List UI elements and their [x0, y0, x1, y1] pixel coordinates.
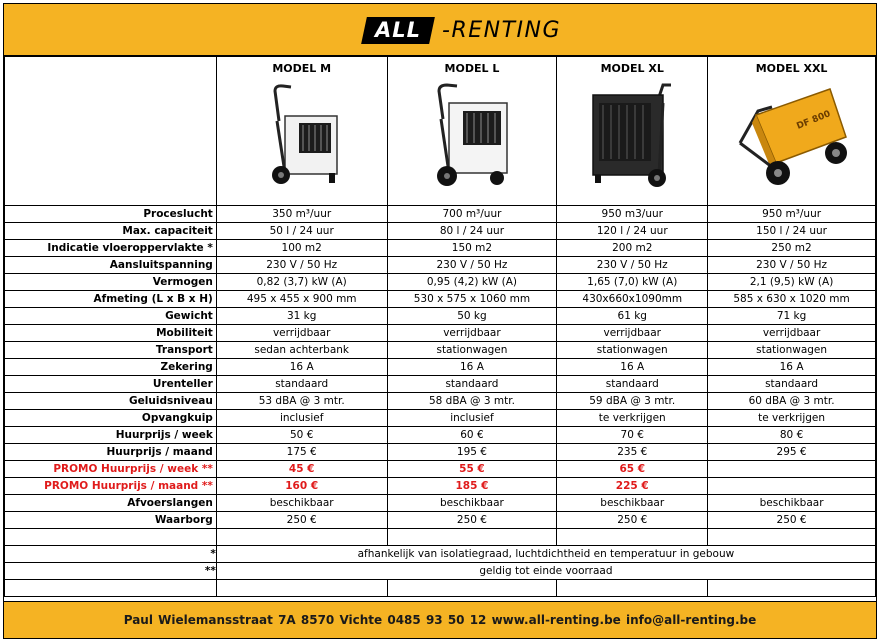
spec-label: Max. capaciteit — [5, 223, 217, 240]
spec-value: 250 € — [387, 512, 557, 529]
spec-row — [5, 274, 876, 291]
price-sheet — [3, 3, 877, 639]
empty-cell — [557, 580, 708, 597]
spec-value: 495 x 455 x 900 mm — [216, 291, 387, 308]
dehumidifier-model-m-image — [247, 81, 357, 191]
spec-value: 150 l / 24 uur — [708, 223, 876, 240]
spec-value: 65 € — [557, 461, 708, 478]
spec-row — [5, 342, 876, 359]
dehumidifier-model-l-image — [417, 81, 527, 191]
spec-value: 200 m2 — [557, 240, 708, 257]
spec-row — [5, 240, 876, 257]
spec-value: inclusief — [216, 410, 387, 427]
spec-value: 700 m³/uur — [387, 206, 557, 223]
spec-value: te verkrijgen — [708, 410, 876, 427]
spec-value: verrijdbaar — [557, 325, 708, 342]
footnote-text: geldig tot einde voorraad — [216, 563, 875, 580]
spec-value: 230 V / 50 Hz — [708, 257, 876, 274]
spec-row — [5, 444, 876, 461]
spec-value: 1,65 (7,0) kW (A) — [557, 274, 708, 291]
logo-box — [361, 17, 435, 44]
spec-row — [5, 512, 876, 529]
spec-value: beschikbaar — [216, 495, 387, 512]
spec-row — [5, 495, 876, 512]
spec-label: Mobiliteit — [5, 325, 217, 342]
spec-value: 250 m2 — [708, 240, 876, 257]
spec-row — [5, 223, 876, 240]
spec-value: 60 dBA @ 3 mtr. — [708, 393, 876, 410]
empty-cell — [557, 529, 708, 546]
spec-value: 55 € — [387, 461, 557, 478]
spec-value: verrijdbaar — [708, 325, 876, 342]
spec-value: 16 A — [708, 359, 876, 376]
spec-value: 250 € — [708, 512, 876, 529]
spec-value: 120 l / 24 uur — [557, 223, 708, 240]
spec-table — [4, 56, 876, 597]
spec-value: 80 l / 24 uur — [387, 223, 557, 240]
spec-label: Vermogen — [5, 274, 217, 291]
spec-row — [5, 291, 876, 308]
spec-value: 70 € — [557, 427, 708, 444]
spec-value: 53 dBA @ 3 mtr. — [216, 393, 387, 410]
spec-value: 235 € — [557, 444, 708, 461]
spec-value: 31 kg — [216, 308, 387, 325]
spec-value: 250 € — [216, 512, 387, 529]
spec-value: standaard — [387, 376, 557, 393]
spec-row — [5, 359, 876, 376]
spec-label: PROMO Huurprijs / week ** — [5, 461, 217, 478]
brand-logo — [364, 17, 561, 44]
spec-label: Afmeting (L x B x H) — [5, 291, 217, 308]
footnote-text: afhankelijk van isolatiegraad, luchtdichtheid en temperatuur in gebouw — [216, 546, 875, 563]
header-bar — [4, 4, 876, 56]
spec-value — [708, 478, 876, 495]
spec-row — [5, 206, 876, 223]
spec-value: beschikbaar — [557, 495, 708, 512]
spec-value: 60 € — [387, 427, 557, 444]
spec-label: Huurprijs / week — [5, 427, 217, 444]
footnote-row — [5, 546, 876, 563]
model-title: MODEL L — [444, 62, 500, 75]
spec-label: Gewicht — [5, 308, 217, 325]
spec-value: 0,82 (3,7) kW (A) — [216, 274, 387, 291]
spec-row — [5, 308, 876, 325]
spacer-row — [5, 529, 876, 546]
spec-label: Opvangkuip — [5, 410, 217, 427]
spec-value: 50 € — [216, 427, 387, 444]
spec-value: 230 V / 50 Hz — [216, 257, 387, 274]
spec-row — [5, 257, 876, 274]
spec-value: standaard — [216, 376, 387, 393]
footer-contact: Paul Wielemansstraat 7A 8570 Vichte 0485 93 50 12 www.all-renting.be info@all-renting.be — [123, 613, 757, 627]
spec-value: 50 l / 24 uur — [216, 223, 387, 240]
spec-value: 16 A — [216, 359, 387, 376]
spec-value: 16 A — [387, 359, 557, 376]
spec-label: Indicatie vloeroppervlakte * — [5, 240, 217, 257]
spec-value: 2,1 (9,5) kW (A) — [708, 274, 876, 291]
spec-value: 250 € — [557, 512, 708, 529]
spec-value: 430x660x1090mm — [557, 291, 708, 308]
model-header-row — [5, 57, 876, 206]
empty-cell — [216, 580, 387, 597]
empty-cell — [387, 580, 557, 597]
spec-label: Aansluitspanning — [5, 257, 217, 274]
spec-value: 230 V / 50 Hz — [557, 257, 708, 274]
spec-value: standaard — [557, 376, 708, 393]
spec-label: Transport — [5, 342, 217, 359]
spec-row — [5, 461, 876, 478]
dehumidifier-model-xxl-image — [732, 81, 852, 191]
footnote-row — [5, 563, 876, 580]
spec-value: 295 € — [708, 444, 876, 461]
spec-value: verrijdbaar — [216, 325, 387, 342]
spec-label: Proceslucht — [5, 206, 217, 223]
spec-value: verrijdbaar — [387, 325, 557, 342]
spec-row — [5, 393, 876, 410]
spec-value: 530 x 575 x 1060 mm — [387, 291, 557, 308]
empty-cell — [387, 529, 557, 546]
spec-value: 230 V / 50 Hz — [387, 257, 557, 274]
spec-value: 16 A — [557, 359, 708, 376]
spec-value: 350 m³/uur — [216, 206, 387, 223]
spec-label: Urenteller — [5, 376, 217, 393]
model-cell-m — [216, 57, 387, 206]
spec-value: inclusief — [387, 410, 557, 427]
spec-value: 950 m3/uur — [557, 206, 708, 223]
spec-value — [708, 461, 876, 478]
spec-value: 59 dBA @ 3 mtr. — [557, 393, 708, 410]
spec-value: 61 kg — [557, 308, 708, 325]
spec-value: 58 dBA @ 3 mtr. — [387, 393, 557, 410]
empty-cell — [5, 529, 217, 546]
xxl-model-label: DF 800 — [794, 109, 832, 132]
spec-value: 71 kg — [708, 308, 876, 325]
empty-cell — [708, 580, 876, 597]
spec-value: 950 m³/uur — [708, 206, 876, 223]
spec-value: standaard — [708, 376, 876, 393]
spacer-row — [5, 580, 876, 597]
spec-value: 80 € — [708, 427, 876, 444]
spec-value: 585 x 630 x 1020 mm — [708, 291, 876, 308]
empty-cell — [5, 580, 217, 597]
spec-value: 195 € — [387, 444, 557, 461]
spec-value: 150 m2 — [387, 240, 557, 257]
spec-label: Geluidsniveau — [5, 393, 217, 410]
spec-value: 185 € — [387, 478, 557, 495]
spec-label: Waarborg — [5, 512, 217, 529]
model-cell-xl — [557, 57, 708, 206]
spec-label: Zekering — [5, 359, 217, 376]
model-cell-l — [387, 57, 557, 206]
footnote-mark: ** — [5, 563, 217, 580]
model-title: MODEL M — [272, 62, 332, 75]
spec-value: te verkrijgen — [557, 410, 708, 427]
empty-corner — [5, 57, 217, 206]
empty-cell — [216, 529, 387, 546]
model-title: MODEL XXL — [755, 62, 828, 75]
model-title: MODEL XL — [600, 62, 664, 75]
spec-value: stationwagen — [708, 342, 876, 359]
footnote-mark: * — [5, 546, 217, 563]
spec-row — [5, 427, 876, 444]
spec-value: beschikbaar — [708, 495, 876, 512]
spec-value: beschikbaar — [387, 495, 557, 512]
footer-bar — [4, 601, 876, 638]
spec-value: stationwagen — [557, 342, 708, 359]
spec-value: 160 € — [216, 478, 387, 495]
spec-value: stationwagen — [387, 342, 557, 359]
spec-row — [5, 410, 876, 427]
spec-value: 0,95 (4,2) kW (A) — [387, 274, 557, 291]
spec-label: Huurprijs / maand — [5, 444, 217, 461]
spec-value: 50 kg — [387, 308, 557, 325]
spec-label: Afvoerslangen — [5, 495, 217, 512]
model-cell-xxl — [708, 57, 876, 206]
spec-row — [5, 376, 876, 393]
spec-row — [5, 478, 876, 495]
spec-value: 100 m2 — [216, 240, 387, 257]
logo-text: -RENTING — [442, 18, 562, 43]
spec-label: PROMO Huurprijs / maand ** — [5, 478, 217, 495]
spec-value: 45 € — [216, 461, 387, 478]
logo-box-text: ALL — [375, 18, 422, 42]
spec-value: 175 € — [216, 444, 387, 461]
spec-value: 225 € — [557, 478, 708, 495]
empty-cell — [708, 529, 876, 546]
dehumidifier-model-xl-image — [577, 81, 687, 191]
spec-value: sedan achterbank — [216, 342, 387, 359]
spec-row — [5, 325, 876, 342]
